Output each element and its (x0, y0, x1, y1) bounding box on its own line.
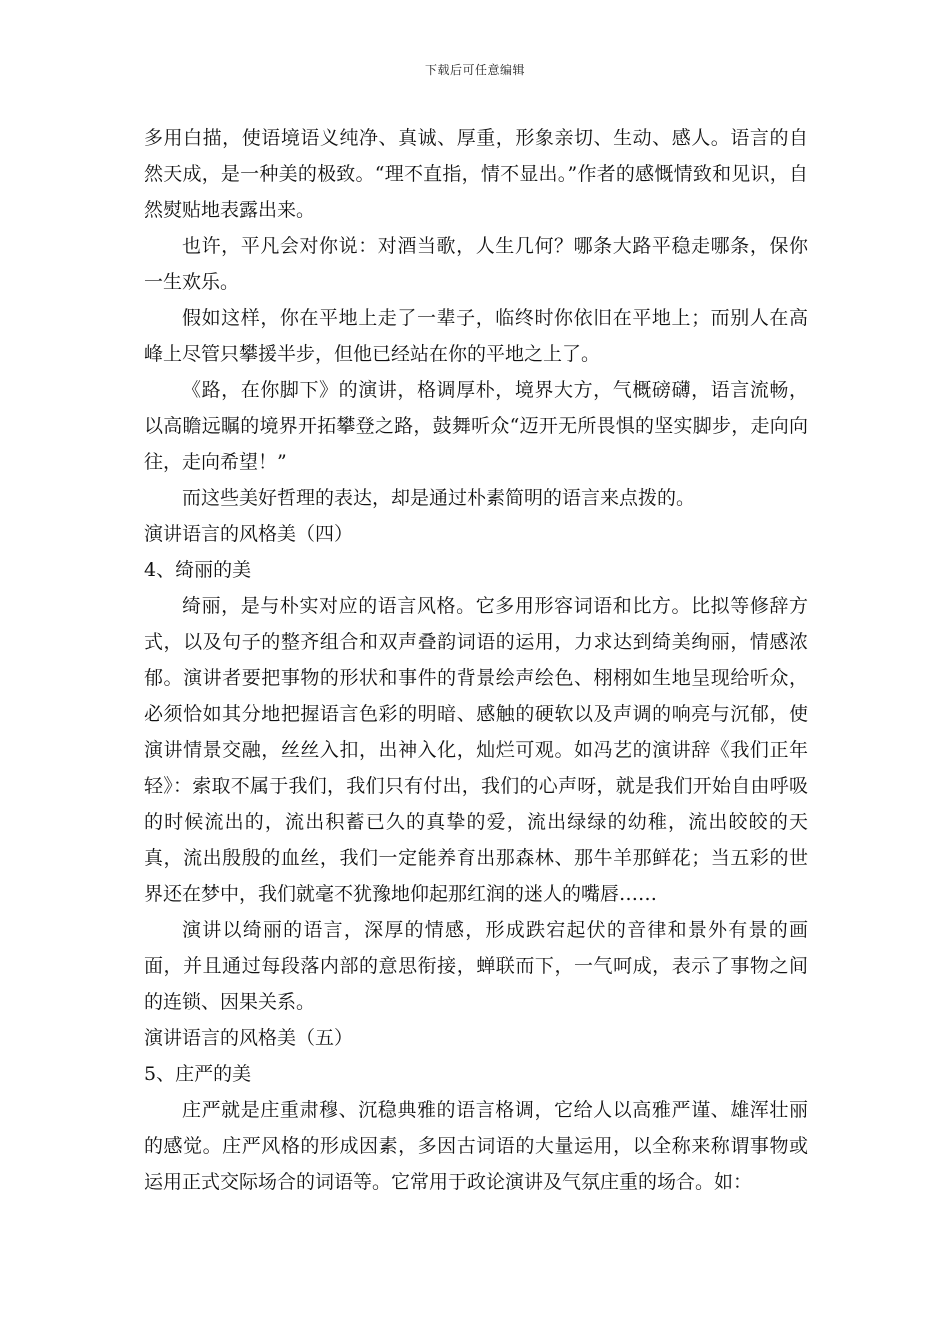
paragraph-7: 演讲以绮丽的语言，深厚的情感，形成跌宕起伏的音律和景外有景的画面，并且通过每段落内部的意思衔接，蝉联而下，一气呵成，表示了事物之间的连锁、因果关系。 (144, 919, 808, 1013)
paragraph-6: 绮丽，是与朴实对应的语言风格。它多用形容词语和比方。比拟等修辞方式，以及句子的整齐组合和双声叠韵词语的运用，力求达到绮美绚丽，情感浓郁。演讲者要把事物的形状和事件的背景绘声绘色、栩栩如生地呈现给听众，必须恰如其分地把握语言色彩的明暗、感触的硬软以及声调的响亮与沉郁，使演讲情景交融，丝丝入扣，出神入化，灿烂可观。如冯艺的演讲辞《我们正年轻》：索取不属于我们，我们只有付出，我们的心声呀，就是我们开始自由呼吸的时候流出的，流出积蓄已久的真挚的爱，流出绿绿的幼稚，流出皎皎的天真，流出殷殷的血丝，我们一定能养育出那森林、那牛羊那鲜花；当五彩的世界还在梦中，我们就毫不犹豫地仰起那红润的迷人的嘴唇…… (144, 595, 808, 905)
paragraph-3: 假如这样，你在平地上走了一辈子，临终时你依旧在平地上；而别人在高峰上尽管只攀援半步，但他已经站在你的平地之上了。 (144, 307, 808, 365)
subsection-heading-5: 5、庄严的美 (144, 1063, 252, 1085)
document-body (144, 120, 808, 1200)
paragraph-1: 多用白描，使语境语义纯净、真诚、厚重，形象亲切、生动、感人。语言的自然天成，是一种美的极致。“理不直指，情不显出。”作者的感慨情致和见识，自然熨贴地表露出来。 (144, 127, 808, 221)
paragraph-5: 而这些美好哲理的表达，却是通过朴素简明的语言来点拨的。 (182, 487, 696, 509)
page-header: 下载后可任意编辑 (424, 63, 525, 77)
section-heading-4: 演讲语言的风格美（四） (144, 523, 354, 545)
paragraph-8: 庄严就是庄重肃穆、沉稳典雅的语言格调，它给人以高雅严谨、雄浑壮丽的感觉。庄严风格的形成因素，多因古词语的大量运用，以全称来称谓事物或运用正式交际场合的词语等。它常用于政论演讲及气氛庄重的场合。如： (144, 1099, 808, 1193)
subsection-heading-4: 4、绮丽的美 (144, 559, 252, 581)
section-heading-5: 演讲语言的风格美（五） (144, 1027, 354, 1049)
paragraph-4: 《路，在你脚下》的演讲，格调厚朴，境界大方，气概磅礴，语言流畅，以高瞻远瞩的境界开拓攀登之路，鼓舞听众“迈开无所畏惧的坚实脚步，走向向往，走向希望！” (144, 379, 808, 473)
paragraph-2: 也许，平凡会对你说：对酒当歌，人生几何？哪条大路平稳走哪条，保你一生欢乐。 (144, 235, 808, 293)
